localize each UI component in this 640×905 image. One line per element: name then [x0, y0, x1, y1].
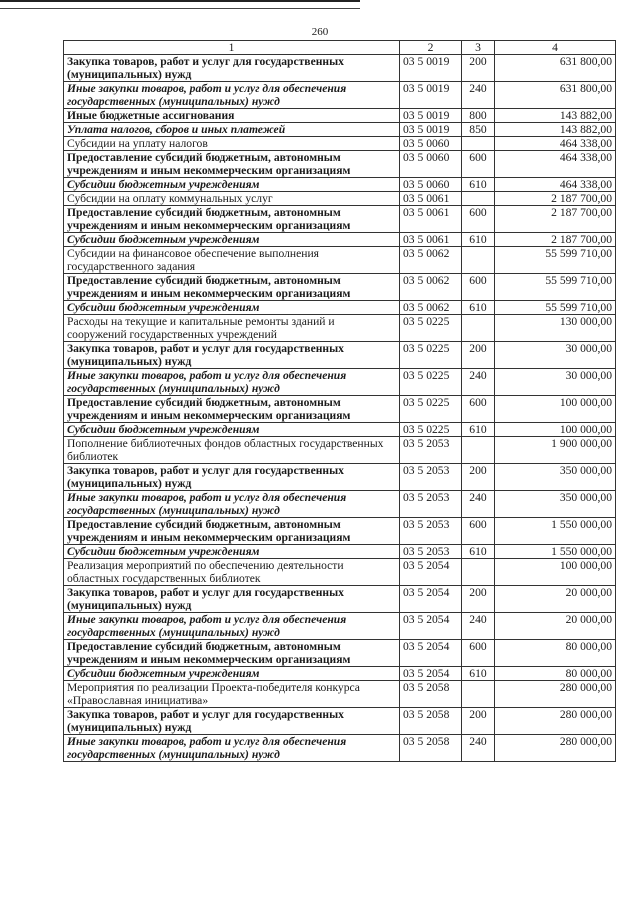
row-kind-cell: 600	[462, 151, 495, 178]
row-code-cell: 03 5 0062	[400, 274, 462, 301]
row-kind-cell	[462, 559, 495, 586]
row-name-cell: Субсидии бюджетным учреждениям	[64, 301, 400, 315]
row-name-cell: Предоставление субсидий бюджетным, автономным учреждениям и иным некоммерческим организациям	[64, 274, 400, 301]
table-row	[64, 464, 616, 491]
row-name-cell: Иные закупки товаров, работ и услуг для обеспечения государственных (муниципальных) нужд	[64, 491, 400, 518]
row-kind-cell: 610	[462, 423, 495, 437]
table-row	[64, 178, 616, 192]
table-row	[64, 151, 616, 178]
table-row	[64, 55, 616, 82]
row-amount-cell: 2 187 700,00	[495, 233, 616, 247]
row-name-cell: Уплата налогов, сборов и иных платежей	[64, 123, 400, 137]
row-amount-cell: 100 000,00	[495, 559, 616, 586]
row-kind-cell: 610	[462, 178, 495, 192]
row-code-cell: 03 5 0019	[400, 55, 462, 82]
row-code-cell: 03 5 0060	[400, 137, 462, 151]
row-amount-cell: 1 550 000,00	[495, 545, 616, 559]
row-amount-cell: 100 000,00	[495, 423, 616, 437]
row-name-cell: Реализация мероприятий по обеспечению деятельности областных государственных библиотек	[64, 559, 400, 586]
table-row	[64, 137, 616, 151]
row-code-cell: 03 5 0060	[400, 178, 462, 192]
row-name-cell: Предоставление субсидий бюджетным, автономным учреждениям и иным некоммерческим организациям	[64, 151, 400, 178]
row-amount-cell: 100 000,00	[495, 396, 616, 423]
row-amount-cell: 80 000,00	[495, 667, 616, 681]
row-amount-cell: 1 550 000,00	[495, 518, 616, 545]
row-amount-cell: 30 000,00	[495, 342, 616, 369]
row-kind-cell: 200	[462, 464, 495, 491]
row-name-cell: Субсидии бюджетным учреждениям	[64, 423, 400, 437]
row-kind-cell	[462, 681, 495, 708]
row-kind-cell: 200	[462, 55, 495, 82]
table-row	[64, 708, 616, 735]
row-kind-cell: 200	[462, 586, 495, 613]
top-rule	[0, 0, 360, 9]
row-code-cell: 03 5 0225	[400, 396, 462, 423]
row-amount-cell: 350 000,00	[495, 464, 616, 491]
column-header-1: 1	[64, 41, 400, 55]
row-code-cell: 03 5 0019	[400, 109, 462, 123]
row-amount-cell: 631 800,00	[495, 82, 616, 109]
table-row	[64, 109, 616, 123]
row-kind-cell: 600	[462, 206, 495, 233]
row-amount-cell: 464 338,00	[495, 151, 616, 178]
row-amount-cell: 20 000,00	[495, 613, 616, 640]
column-header-3: 3	[462, 41, 495, 55]
table-row	[64, 423, 616, 437]
table-row	[64, 545, 616, 559]
row-name-cell: Субсидии бюджетным учреждениям	[64, 178, 400, 192]
row-kind-cell: 240	[462, 735, 495, 762]
row-code-cell: 03 5 2053	[400, 545, 462, 559]
row-amount-cell: 350 000,00	[495, 491, 616, 518]
row-amount-cell: 280 000,00	[495, 735, 616, 762]
row-code-cell: 03 5 0062	[400, 247, 462, 274]
table-row	[64, 667, 616, 681]
row-kind-cell: 610	[462, 545, 495, 559]
row-name-cell: Закупка товаров, работ и услуг для государственных (муниципальных) нужд	[64, 464, 400, 491]
row-kind-cell: 610	[462, 667, 495, 681]
row-amount-cell: 130 000,00	[495, 315, 616, 342]
row-name-cell: Предоставление субсидий бюджетным, автономным учреждениям и иным некоммерческим организациям	[64, 396, 400, 423]
table-row	[64, 342, 616, 369]
row-name-cell: Закупка товаров, работ и услуг для государственных (муниципальных) нужд	[64, 708, 400, 735]
table-row	[64, 735, 616, 762]
row-name-cell: Закупка товаров, работ и услуг для государственных (муниципальных) нужд	[64, 586, 400, 613]
row-kind-cell: 240	[462, 369, 495, 396]
row-code-cell: 03 5 0019	[400, 123, 462, 137]
row-amount-cell: 20 000,00	[495, 586, 616, 613]
row-name-cell: Субсидии бюджетным учреждениям	[64, 233, 400, 247]
table-row	[64, 206, 616, 233]
row-kind-cell: 600	[462, 274, 495, 301]
row-name-cell: Субсидии бюджетным учреждениям	[64, 667, 400, 681]
row-kind-cell	[462, 315, 495, 342]
row-code-cell: 03 5 2053	[400, 437, 462, 464]
row-name-cell: Мероприятия по реализации Проекта-победителя конкурса «Православная инициатива»	[64, 681, 400, 708]
row-code-cell: 03 5 2053	[400, 518, 462, 545]
row-amount-cell: 80 000,00	[495, 640, 616, 667]
row-code-cell: 03 5 0225	[400, 342, 462, 369]
row-name-cell: Предоставление субсидий бюджетным, автономным учреждениям и иным некоммерческим организациям	[64, 640, 400, 667]
row-code-cell: 03 5 0061	[400, 192, 462, 206]
row-amount-cell: 631 800,00	[495, 55, 616, 82]
row-amount-cell: 55 599 710,00	[495, 274, 616, 301]
row-kind-cell: 800	[462, 109, 495, 123]
row-code-cell: 03 5 0061	[400, 206, 462, 233]
page-number: 260	[311, 26, 329, 38]
row-code-cell: 03 5 2058	[400, 708, 462, 735]
row-code-cell: 03 5 0019	[400, 82, 462, 109]
row-name-cell: Предоставление субсидий бюджетным, автономным учреждениям и иным некоммерческим организациям	[64, 518, 400, 545]
row-amount-cell: 464 338,00	[495, 137, 616, 151]
row-code-cell: 03 5 2054	[400, 586, 462, 613]
row-kind-cell	[462, 192, 495, 206]
row-amount-cell: 464 338,00	[495, 178, 616, 192]
row-name-cell: Закупка товаров, работ и услуг для государственных (муниципальных) нужд	[64, 55, 400, 82]
budget-table-body	[64, 41, 616, 762]
row-name-cell: Расходы на текущие и капитальные ремонты зданий и сооружений государственных учреждений	[64, 315, 400, 342]
table-row	[64, 437, 616, 464]
table-row	[64, 640, 616, 667]
row-name-cell: Закупка товаров, работ и услуг для государственных (муниципальных) нужд	[64, 342, 400, 369]
table-header-row	[64, 41, 616, 55]
row-amount-cell: 1 900 000,00	[495, 437, 616, 464]
row-code-cell: 03 5 0225	[400, 369, 462, 396]
column-header-4: 4	[495, 41, 616, 55]
row-kind-cell: 600	[462, 640, 495, 667]
row-name-cell: Иные закупки товаров, работ и услуг для обеспечения государственных (муниципальных) нужд	[64, 735, 400, 762]
row-kind-cell: 850	[462, 123, 495, 137]
table-row	[64, 315, 616, 342]
row-kind-cell: 610	[462, 301, 495, 315]
table-row	[64, 586, 616, 613]
table-row	[64, 518, 616, 545]
table-row	[64, 301, 616, 315]
row-name-cell: Субсидии на уплату налогов	[64, 137, 400, 151]
row-code-cell: 03 5 2054	[400, 559, 462, 586]
row-kind-cell: 240	[462, 82, 495, 109]
table-row	[64, 82, 616, 109]
row-kind-cell	[462, 247, 495, 274]
row-code-cell: 03 5 2053	[400, 491, 462, 518]
table-row	[64, 681, 616, 708]
row-name-cell: Иные бюджетные ассигнования	[64, 109, 400, 123]
table-row	[64, 559, 616, 586]
row-code-cell: 03 5 2053	[400, 464, 462, 491]
row-amount-cell: 55 599 710,00	[495, 247, 616, 274]
row-amount-cell: 30 000,00	[495, 369, 616, 396]
row-amount-cell: 143 882,00	[495, 123, 616, 137]
budget-table	[63, 40, 616, 762]
row-kind-cell: 610	[462, 233, 495, 247]
table-row	[64, 613, 616, 640]
row-name-cell: Пополнение библиотечных фондов областных государственных библиотек	[64, 437, 400, 464]
table-row	[64, 274, 616, 301]
table-row	[64, 369, 616, 396]
row-code-cell: 03 5 2054	[400, 667, 462, 681]
row-name-cell: Иные закупки товаров, работ и услуг для обеспечения государственных (муниципальных) нужд	[64, 369, 400, 396]
row-amount-cell: 143 882,00	[495, 109, 616, 123]
row-amount-cell: 2 187 700,00	[495, 192, 616, 206]
row-kind-cell: 240	[462, 613, 495, 640]
row-name-cell: Иные закупки товаров, работ и услуг для обеспечения государственных (муниципальных) нужд	[64, 82, 400, 109]
row-code-cell: 03 5 2058	[400, 681, 462, 708]
row-kind-cell	[462, 137, 495, 151]
row-kind-cell: 200	[462, 708, 495, 735]
table-row	[64, 233, 616, 247]
row-code-cell: 03 5 2058	[400, 735, 462, 762]
row-name-cell: Субсидии на оплату коммунальных услуг	[64, 192, 400, 206]
row-name-cell: Предоставление субсидий бюджетным, автономным учреждениям и иным некоммерческим организациям	[64, 206, 400, 233]
column-header-2: 2	[400, 41, 462, 55]
row-code-cell: 03 5 0062	[400, 301, 462, 315]
row-amount-cell: 55 599 710,00	[495, 301, 616, 315]
row-name-cell: Субсидии на финансовое обеспечение выполнения государственного задания	[64, 247, 400, 274]
row-name-cell: Субсидии бюджетным учреждениям	[64, 545, 400, 559]
row-amount-cell: 2 187 700,00	[495, 206, 616, 233]
table-row	[64, 396, 616, 423]
row-code-cell: 03 5 2054	[400, 613, 462, 640]
row-kind-cell	[462, 437, 495, 464]
row-kind-cell: 600	[462, 518, 495, 545]
table-row	[64, 247, 616, 274]
row-name-cell: Иные закупки товаров, работ и услуг для обеспечения государственных (муниципальных) нужд	[64, 613, 400, 640]
row-amount-cell: 280 000,00	[495, 708, 616, 735]
row-code-cell: 03 5 0061	[400, 233, 462, 247]
row-code-cell: 03 5 0225	[400, 315, 462, 342]
table-row	[64, 192, 616, 206]
row-kind-cell: 600	[462, 396, 495, 423]
row-code-cell: 03 5 2054	[400, 640, 462, 667]
row-code-cell: 03 5 0225	[400, 423, 462, 437]
row-kind-cell: 240	[462, 491, 495, 518]
row-amount-cell: 280 000,00	[495, 681, 616, 708]
row-kind-cell: 200	[462, 342, 495, 369]
table-row	[64, 123, 616, 137]
row-code-cell: 03 5 0060	[400, 151, 462, 178]
table-row	[64, 491, 616, 518]
